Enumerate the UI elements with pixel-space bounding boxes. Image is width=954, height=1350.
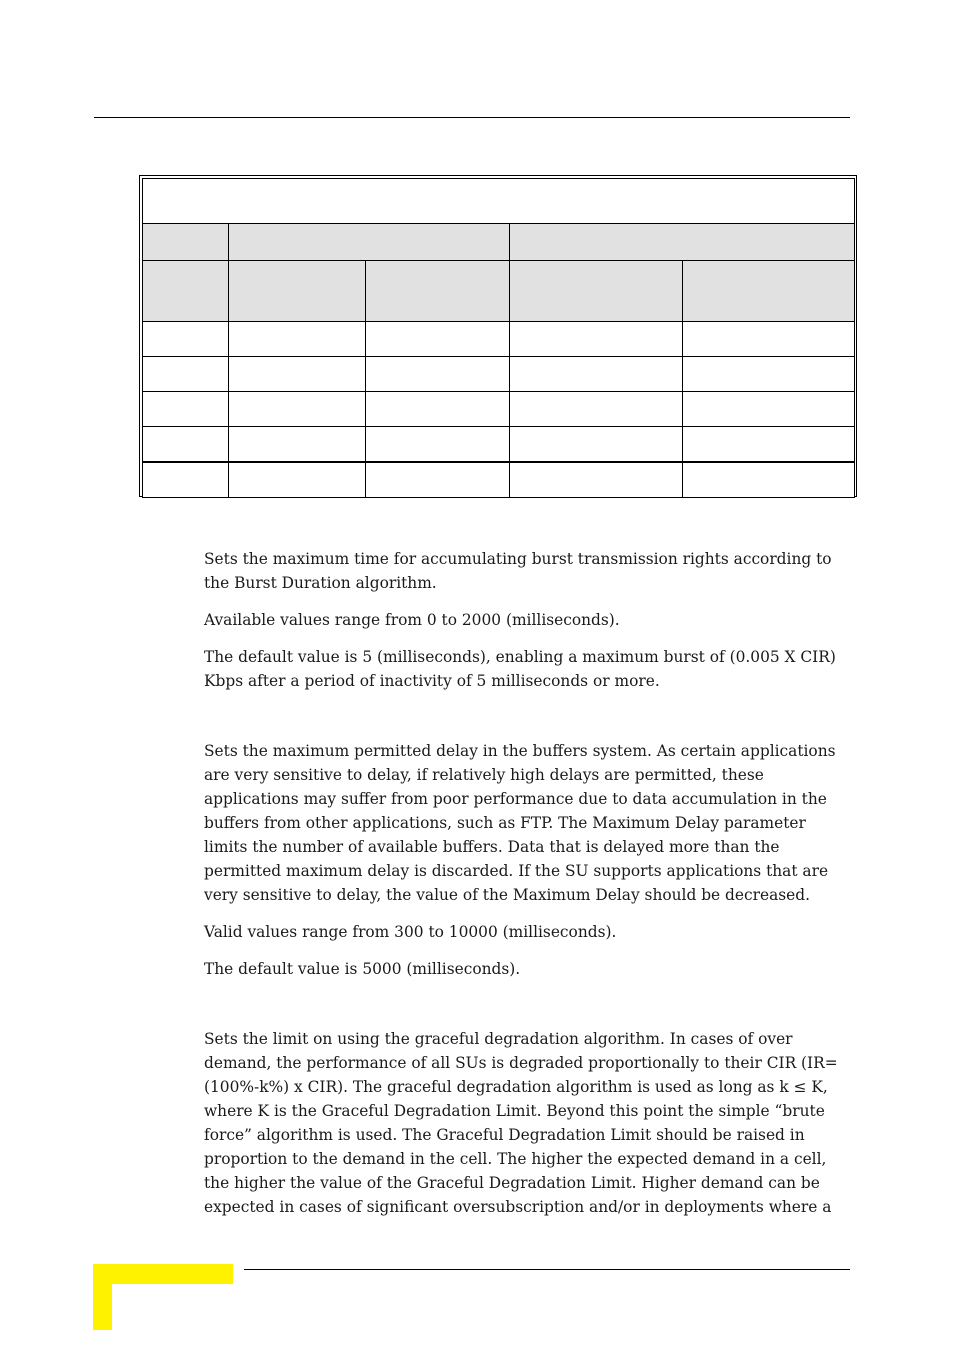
table-cell [683, 462, 855, 498]
burst-duration-description: Sets the maximum time for accumulating burst transmission rights according to the Burst Duration algorithm. [204, 550, 832, 592]
table-group-header-cell [229, 224, 510, 261]
table-title-cell [143, 179, 855, 224]
table-cell [143, 392, 229, 427]
table-cell [510, 462, 683, 498]
table-cell [143, 427, 229, 463]
table-row [143, 322, 855, 357]
table-cell [510, 322, 683, 357]
table-cell [683, 322, 855, 357]
table-cell [683, 392, 855, 427]
table-cell [229, 462, 366, 498]
maximum-delay-description: Sets the maximum permitted delay in the buffers system. As certain applications are very sensitive to delay, if relatively high delays are permitted, these applications may suffer from poor performance due to data accumulation in the buffers from other applications, such as FTP. The Maximum Delay parameter limits the number of available buffers. Data that is delayed more than the permitted maximum delay is discarded. If the SU supports applications that are very sensitive to delay, the value of the Maximum Delay should be decreased. [204, 742, 836, 904]
table-cell [510, 427, 683, 463]
table-cell [366, 427, 510, 463]
table-subheader-row [143, 261, 855, 322]
table-row [143, 427, 855, 463]
table-cell [366, 392, 510, 427]
table-header-cell [366, 261, 510, 322]
table-cell [683, 357, 855, 392]
table-cell [366, 357, 510, 392]
table-header-cell [229, 261, 366, 322]
table-row [143, 462, 855, 498]
maximum-delay-range: Valid values range from 300 to 10000 (milliseconds). [204, 923, 617, 941]
table-header-cell [683, 261, 855, 322]
table-cell [229, 322, 366, 357]
table-cell [683, 427, 855, 463]
graceful-degradation-description: Sets the limit on using the graceful degradation algorithm. In cases of over demand, the performance of all SUs is degraded proportionally to their CIR (IR=(100%-k%) x CIR). The graceful degradation algorithm is used as long as k ≤ K, where K is the Graceful Degradation Limit. Beyond this point the simple “brute force” algorithm is used. The Graceful Degradation Limit should be raised in proportion to the demand in the cell. The higher the expected demand in a cell, the higher the value of the Graceful Degradation Limit. Higher demand can be expected in cases of significant oversubscription and/or in deployments where a [204, 1030, 838, 1216]
table-cell [366, 322, 510, 357]
header-rule [94, 117, 850, 118]
table-cell [229, 427, 366, 463]
table-cell [229, 357, 366, 392]
burst-duration-range: Available values range from 0 to 2000 (milliseconds). [204, 611, 620, 629]
footer-rule [244, 1269, 850, 1270]
table-cell [366, 462, 510, 498]
table-row [143, 357, 855, 392]
table-title-row [143, 179, 855, 224]
table-cell [143, 357, 229, 392]
table-group-header-row [143, 224, 855, 261]
footer-accent-bar [93, 1264, 112, 1330]
table-group-header-cell [510, 224, 855, 261]
table-header-cell [143, 261, 229, 322]
table-cell [229, 392, 366, 427]
footer-accent-bar [93, 1264, 233, 1284]
table-cell [143, 322, 229, 357]
table-cell [510, 392, 683, 427]
table-header-cell [510, 261, 683, 322]
table-cell [143, 462, 229, 498]
parameters-table [139, 175, 857, 497]
maximum-delay-default: The default value is 5000 (milliseconds). [204, 960, 521, 978]
burst-duration-default: The default value is 5 (milliseconds), enabling a maximum burst of (0.005 X CIR) Kbps after a period of inactivity of 5 milliseconds or more. [204, 648, 836, 690]
table-row [143, 392, 855, 427]
table-cell [510, 357, 683, 392]
table-header-cell [143, 224, 229, 261]
